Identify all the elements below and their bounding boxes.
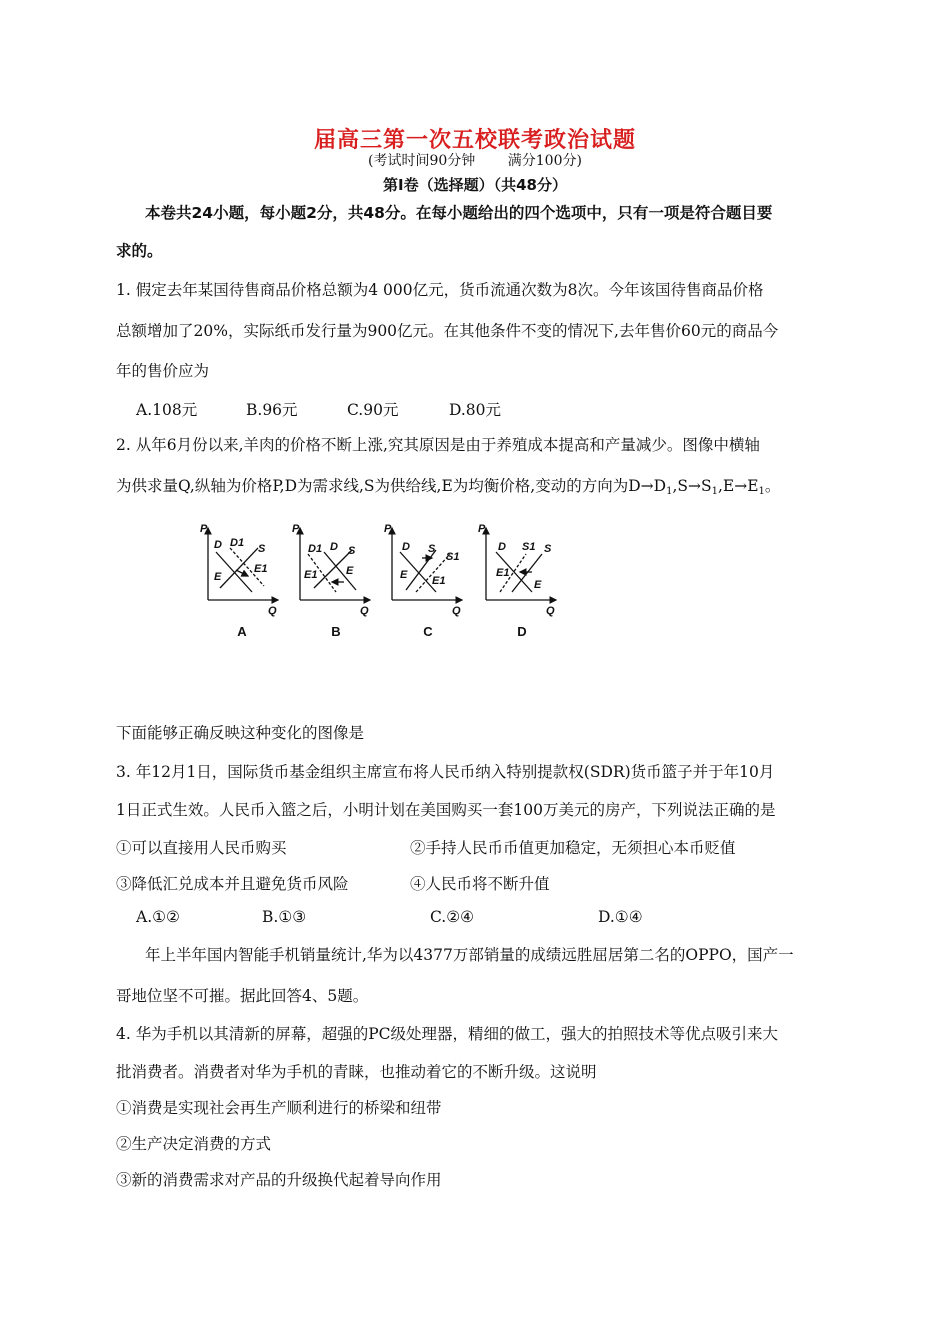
svg-text:S1: S1 xyxy=(522,541,536,553)
q3-option-b: B.①③ xyxy=(262,908,307,926)
section-heading: 第Ⅰ卷（选择题）（共48分） xyxy=(383,176,567,194)
svg-text:Q: Q xyxy=(546,605,555,617)
q4-statement-3: ③新的消费需求对产品的升级换代起着导向作用 xyxy=(116,1171,442,1189)
svg-text:D: D xyxy=(402,541,410,553)
q2-question: 下面能够正确反映这种变化的图像是 xyxy=(116,724,365,742)
graph-a-axis-q: Q xyxy=(268,605,277,617)
graph-a-axis-p: P xyxy=(200,523,208,535)
q3-statement-4: ④人民币将不断升值 xyxy=(410,875,550,893)
svg-text:S: S xyxy=(544,543,552,555)
q1-line-2: 总额增加了20%，实际纸币发行量为900亿元。在其他条件不变的情况下,去年售价60元的商品今 xyxy=(116,322,779,340)
graph-label-c: C xyxy=(423,624,433,639)
supply-demand-graphs xyxy=(196,518,576,648)
svg-text:E1: E1 xyxy=(254,563,268,575)
svg-text:S: S xyxy=(348,545,356,557)
q3-statement-3: ③降低汇兑成本并且避免货币风险 xyxy=(116,875,349,893)
exam-subtitle xyxy=(0,150,950,170)
svg-text:E1: E1 xyxy=(496,567,510,579)
graph-label-a: A xyxy=(237,624,247,639)
svg-text:P: P xyxy=(292,523,300,535)
q3-line-2: 1日正式生效。人民币入篮之后，小明计划在美国购买一套100万美元的房产，下列说法正确的是 xyxy=(116,801,776,819)
q1-option-a: A.108元 xyxy=(136,401,198,419)
instructions-line-2: 求的。 xyxy=(116,242,163,260)
score-note: 满分100分) xyxy=(507,153,582,169)
q3-statement-2: ②手持人民币币值更加稳定，无须担心本币贬值 xyxy=(410,839,736,857)
q4-line-1: 4. 华为手机以其清新的屏幕，超强的PC级处理器，精细的做工，强大的拍照技术等优点吸引来大 xyxy=(116,1025,779,1043)
q4-statement-1: ①消费是实现社会再生产顺利进行的桥梁和纽带 xyxy=(116,1099,442,1117)
q2-line-1: 2. 从年6月份以来,羊肉的价格不断上涨,究其原因是由于养殖成本提高和产量减少。图像中横轴 xyxy=(116,436,760,454)
q3-option-c: C.②④ xyxy=(430,908,475,926)
q1-option-d: D.80元 xyxy=(449,401,502,419)
svg-text:D: D xyxy=(330,541,338,553)
graph-label-b: B xyxy=(331,624,341,639)
svg-text:E: E xyxy=(534,579,542,591)
svg-text:E: E xyxy=(400,569,408,581)
svg-text:D: D xyxy=(214,539,222,551)
graph-b xyxy=(300,528,370,600)
svg-text:D1: D1 xyxy=(308,543,323,555)
graph-c xyxy=(392,528,462,600)
q3-option-a: A.①② xyxy=(136,908,180,926)
q2-line-2: 为供求量Q,纵轴为价格P,D为需求线,S为供给线,E为均衡价格,变动的方向为$D\to D_1,S\to S_1,E\to E_1$。 xyxy=(116,477,781,497)
svg-text:S: S xyxy=(428,543,436,555)
exam-title: 届高三第一次五校联考政治试题 xyxy=(313,128,636,153)
context-line-1: 年上半年国内智能手机销量统计,华为以4377万部销量的成绩远胜屈居第二名的OPPO，国产一 xyxy=(145,946,794,964)
svg-text:E1: E1 xyxy=(304,569,318,581)
time-note: (考试时间90分钟 xyxy=(368,153,476,169)
q1-option-c: C.90元 xyxy=(347,401,399,419)
svg-text:D1: D1 xyxy=(230,537,245,549)
instructions-line-1: 本卷共24小题，每小题2分，共48分。在每小题给出的四个选项中，只有一项是符合题目要 xyxy=(145,204,773,222)
svg-text:E: E xyxy=(346,565,354,577)
q4-line-2: 批消费者。消费者对华为手机的青睐，也推动着它的不断升级。这说明 xyxy=(116,1063,597,1081)
svg-text:S1: S1 xyxy=(446,551,460,563)
q4-statement-2: ②生产决定消费的方式 xyxy=(116,1135,272,1153)
svg-text:Q: Q xyxy=(360,605,369,617)
q3-option-d: D.①④ xyxy=(598,908,643,926)
supply-demand-figure xyxy=(196,518,576,652)
svg-text:Q: Q xyxy=(452,605,461,617)
context-line-2: 哥地位坚不可摧。据此回答4、5题。 xyxy=(116,987,369,1005)
svg-text:D: D xyxy=(498,541,506,553)
svg-text:P: P xyxy=(478,523,486,535)
graph-label-d: D xyxy=(517,624,527,639)
svg-text:E: E xyxy=(214,571,222,583)
svg-text:E1: E1 xyxy=(432,575,446,587)
svg-text:P: P xyxy=(384,523,392,535)
svg-text:S: S xyxy=(258,543,266,555)
q1-line-1: 1. 假定去年某国待售商品价格总额为4 000亿元，货币流通次数为8次。今年该国待售商品价格 xyxy=(116,281,764,299)
q3-statement-1: ①可以直接用人民币购买 xyxy=(116,839,287,857)
q1-option-b: B.96元 xyxy=(246,401,298,419)
graph-d xyxy=(486,528,556,600)
q3-line-1: 3. 年12月1日，国际货币基金组织主席宣布将人民币纳入特别提款权(SDR)货币篮子并于年10月 xyxy=(116,763,775,781)
q1-line-3: 年的售价应为 xyxy=(116,362,210,380)
